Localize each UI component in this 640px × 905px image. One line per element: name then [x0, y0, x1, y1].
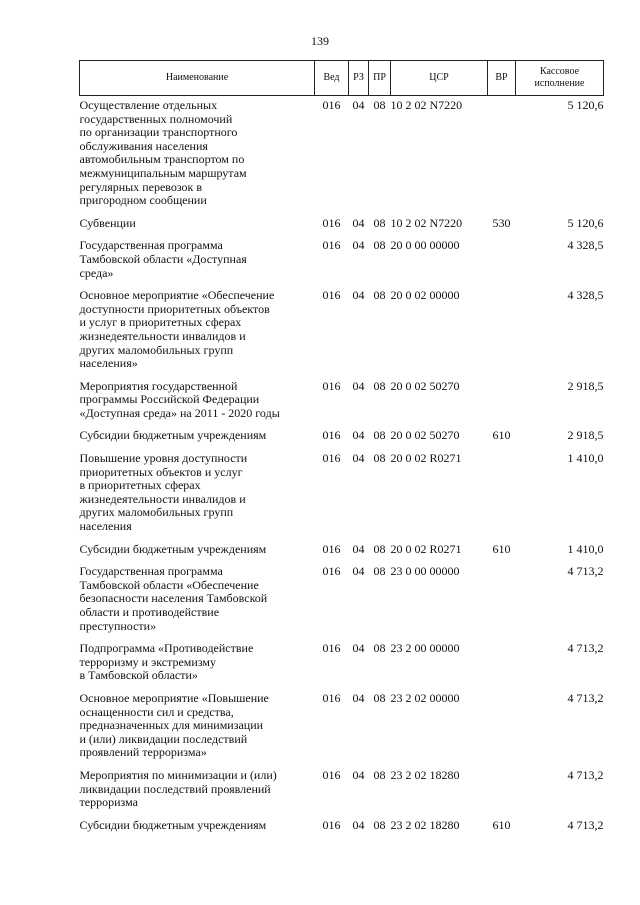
- row-vr: [488, 449, 516, 540]
- row-name-line: населения»: [79, 356, 138, 371]
- row-pr: 08: [373, 98, 386, 112]
- table-row: [80, 286, 604, 377]
- row-amount: 4 328,5: [567, 238, 604, 253]
- table-body: [80, 96, 604, 839]
- row-name-line: Основное мероприятие «Обеспечение: [79, 288, 275, 303]
- header-name: Наименование: [80, 61, 315, 96]
- row-amount: 5 120,6: [567, 98, 604, 112]
- row-name-line: в Тамбовской области»: [79, 668, 198, 683]
- row-name-line: Тамбовской области «Обеспечение: [79, 577, 259, 592]
- row-rz: 04: [352, 428, 365, 443]
- row-pr: 08: [373, 641, 386, 656]
- table-row: [80, 377, 604, 427]
- row-name-line: приоритетных объектов и услуг: [79, 464, 243, 479]
- row-pr: 08: [373, 238, 386, 253]
- row-name-line: Мероприятия государственной: [79, 378, 238, 393]
- table-row: [80, 236, 604, 286]
- row-name-line: ликвидации последствий проявлений: [79, 781, 271, 796]
- row-csr: 20 0 02 00000: [390, 288, 460, 303]
- row-name: [80, 426, 315, 449]
- row-pr: 08: [373, 767, 386, 782]
- row-name-line: обслуживания населения: [79, 138, 208, 153]
- row-rz: 04: [352, 817, 365, 832]
- row-csr: 23 2 02 18280: [390, 817, 460, 832]
- row-vr: [488, 377, 516, 427]
- row-name-line: автомобильным транспортом по: [79, 152, 245, 167]
- row-name: [80, 639, 315, 689]
- table-row: [80, 766, 604, 816]
- row-rz: 04: [352, 690, 365, 705]
- row-name-line: пригородном сообщении: [79, 193, 207, 208]
- row-name: [80, 816, 315, 839]
- header-vr: ВР: [488, 61, 516, 96]
- row-amount: 1 410,0: [567, 451, 604, 466]
- budget-table: [79, 60, 604, 838]
- header-ved: Вед: [315, 61, 349, 96]
- row-vr: 610: [492, 541, 511, 556]
- row-name-line: регулярных перевозок в: [79, 179, 203, 194]
- row-csr: 23 0 00 00000: [390, 564, 460, 579]
- row-name-line: «Доступная среда» на 2011 - 2020 годы: [79, 405, 280, 420]
- row-ved: 016: [322, 541, 341, 556]
- row-rz: 04: [352, 238, 365, 253]
- table-row: [80, 689, 604, 766]
- row-name-line: области и противодействие: [79, 605, 220, 619]
- row-rz: 04: [352, 767, 365, 782]
- row-name-line: по организации транспортного: [79, 125, 238, 140]
- row-vr: [488, 96, 516, 214]
- table-row: [80, 214, 604, 237]
- row-name-line: безопасности населения Тамбовской: [79, 591, 268, 606]
- row-name-line: Мероприятия по минимизации и (или): [79, 767, 277, 782]
- table-row: [80, 562, 604, 639]
- row-rz: 04: [352, 641, 365, 656]
- row-ved: 016: [322, 451, 341, 466]
- row-name-line: межмуниципальным маршрутам: [79, 165, 247, 180]
- header-amount: Кассовое исполнение: [516, 61, 604, 96]
- row-pr: 08: [373, 817, 386, 832]
- row-ved: 016: [322, 641, 341, 656]
- row-name-line: населения: [79, 519, 132, 534]
- row-name: [80, 689, 315, 766]
- row-name: [80, 286, 315, 377]
- row-ved: 016: [322, 564, 341, 579]
- row-vr: [488, 286, 516, 377]
- header-pr: ПР: [369, 61, 391, 96]
- row-rz: 04: [352, 541, 365, 556]
- header-rz: РЗ: [349, 61, 369, 96]
- row-name-line: Субсидии бюджетным учреждениям: [79, 817, 267, 832]
- row-name-line: Субвенции: [79, 215, 136, 230]
- row-name-line: жизнедеятельности инвалидов и: [79, 328, 246, 343]
- row-ved: 016: [322, 817, 341, 832]
- row-name: [80, 540, 315, 563]
- row-vr: 610: [492, 428, 511, 443]
- row-name: [80, 96, 315, 214]
- row-name: [80, 766, 315, 816]
- row-amount: 4 713,2: [567, 817, 604, 832]
- row-pr: 08: [373, 564, 386, 579]
- row-name-line: программы Российской Федерации: [79, 392, 260, 407]
- row-amount: 4 713,2: [567, 767, 604, 782]
- row-name-line: и (или) ликвидации последствий: [79, 731, 248, 746]
- row-name-line: проявлений терроризма»: [79, 745, 207, 760]
- row-amount: 5 120,6: [567, 215, 604, 230]
- row-ved: 016: [322, 238, 341, 253]
- row-name-line: Государственная программа: [79, 564, 223, 579]
- row-pr: 08: [373, 541, 386, 556]
- table-row: [80, 540, 604, 563]
- row-vr: 610: [492, 817, 511, 832]
- table-row: [80, 816, 604, 839]
- row-vr: [488, 766, 516, 816]
- row-amount: 4 328,5: [567, 288, 604, 303]
- table-header-row: [80, 61, 604, 96]
- row-csr: 10 2 02 N7220: [390, 215, 463, 230]
- row-csr: 20 0 02 R0271: [390, 541, 462, 556]
- row-name-line: Подпрограмма «Противодействие: [79, 641, 254, 656]
- row-csr: 20 0 02 R0271: [390, 451, 462, 466]
- row-name-line: Повышение уровня доступности: [79, 451, 248, 466]
- row-name: [80, 214, 315, 237]
- table-row: [80, 639, 604, 689]
- row-name-line: в приоритетных сферах: [79, 478, 201, 493]
- row-csr: 20 0 02 50270: [390, 378, 460, 393]
- row-name-line: оснащенности сил и средства,: [79, 704, 234, 719]
- row-name-line: Осуществление отдельных: [79, 98, 218, 112]
- row-vr: [488, 689, 516, 766]
- row-rz: 04: [352, 378, 365, 393]
- table-row: [80, 96, 604, 214]
- row-name-line: других маломобильных групп: [79, 505, 234, 520]
- row-name-line: доступности приоритетных объектов: [79, 301, 270, 316]
- row-amount: 4 713,2: [567, 564, 604, 579]
- row-vr: 530: [492, 215, 511, 230]
- row-amount: 2 918,5: [567, 428, 604, 443]
- row-rz: 04: [352, 98, 365, 112]
- row-amount: 2 918,5: [567, 378, 604, 393]
- row-amount: 1 410,0: [567, 541, 604, 556]
- row-pr: 08: [373, 215, 386, 230]
- row-name-line: среда»: [79, 265, 114, 280]
- row-ved: 016: [322, 215, 341, 230]
- row-rz: 04: [352, 451, 365, 466]
- row-pr: 08: [373, 451, 386, 466]
- row-name-line: и услуг в приоритетных сферах: [79, 315, 242, 330]
- row-name: [80, 449, 315, 540]
- row-rz: 04: [352, 288, 365, 303]
- row-name-line: предназначенных для минимизации: [79, 718, 264, 733]
- row-name-line: преступности»: [79, 618, 157, 633]
- row-pr: 08: [373, 428, 386, 443]
- row-csr: 23 2 02 00000: [390, 690, 460, 705]
- row-pr: 08: [373, 690, 386, 705]
- row-vr: [488, 562, 516, 639]
- row-pr: 08: [373, 378, 386, 393]
- row-csr: 20 0 00 00000: [390, 238, 460, 253]
- row-ved: 016: [322, 428, 341, 443]
- row-amount: 4 713,2: [567, 690, 604, 705]
- row-name-line: терроризма: [79, 795, 138, 810]
- row-csr: 23 2 00 00000: [390, 641, 460, 656]
- row-ved: 016: [322, 378, 341, 393]
- header-csr: ЦСР: [391, 61, 488, 96]
- row-name-line: Тамбовской области «Доступная: [79, 251, 247, 266]
- row-csr: 23 2 02 18280: [390, 767, 460, 782]
- row-name: [80, 377, 315, 427]
- row-name-line: Субсидии бюджетным учреждениям: [79, 428, 267, 443]
- row-ved: 016: [322, 98, 341, 112]
- table-row: [80, 449, 604, 540]
- row-rz: 04: [352, 215, 365, 230]
- row-vr: [488, 639, 516, 689]
- row-vr: [488, 236, 516, 286]
- row-amount: 4 713,2: [567, 641, 604, 656]
- row-name-line: Государственная программа: [79, 238, 223, 253]
- row-pr: 08: [373, 288, 386, 303]
- row-name-line: Основное мероприятие «Повышение: [79, 690, 269, 705]
- row-name-line: государственных полномочий: [79, 111, 233, 126]
- row-name-line: терроризму и экстремизму: [79, 654, 216, 669]
- row-csr: 20 0 02 50270: [390, 428, 460, 443]
- row-csr: 10 2 02 N7220: [390, 98, 463, 112]
- row-name-line: Субсидии бюджетным учреждениям: [79, 541, 267, 556]
- row-rz: 04: [352, 564, 365, 579]
- table-row: [80, 426, 604, 449]
- row-ved: 016: [322, 690, 341, 705]
- row-ved: 016: [322, 288, 341, 303]
- row-name-line: других маломобильных групп: [79, 342, 234, 357]
- row-ved: 016: [322, 767, 341, 782]
- row-name: [80, 236, 315, 286]
- row-name-line: жизнедеятельности инвалидов и: [79, 491, 246, 506]
- page-number: 139: [311, 34, 329, 48]
- row-name: [80, 562, 315, 639]
